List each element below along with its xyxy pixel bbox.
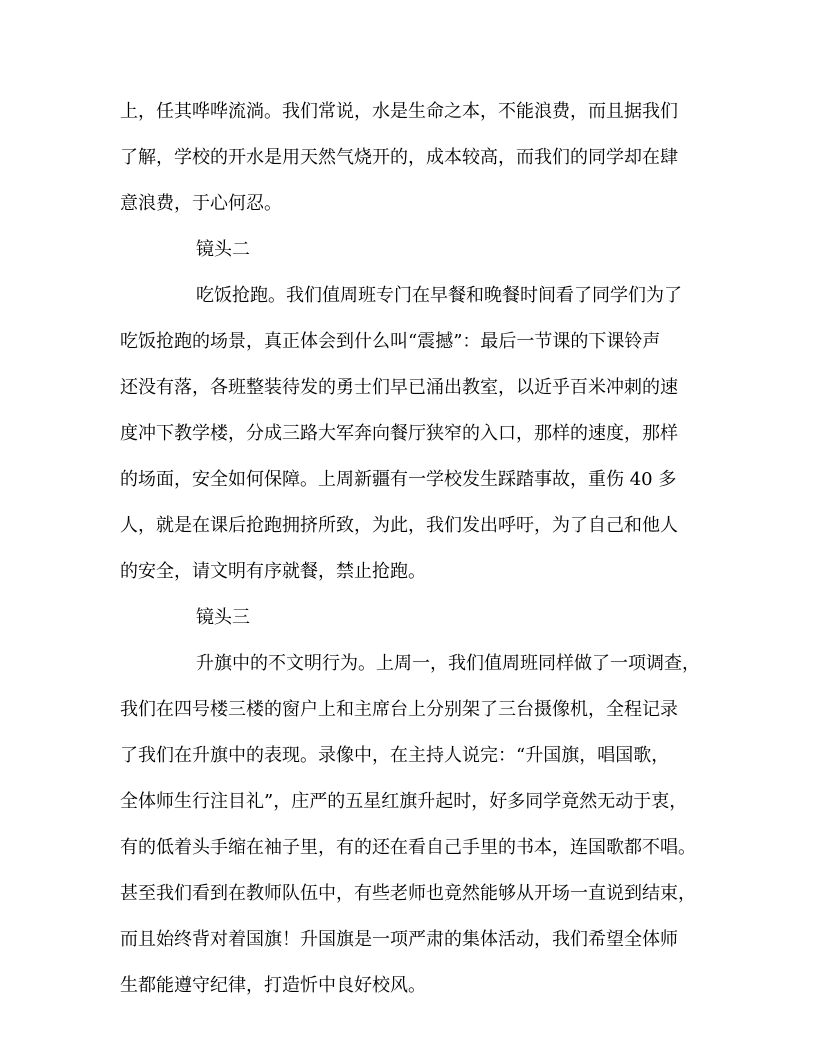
section-heading: 镜头三 bbox=[196, 607, 250, 628]
paragraph-line: 我们在四号楼三楼的窗户上和主席台上分别架了三台摄像机，全程记录 bbox=[120, 699, 678, 720]
paragraph-line: 人，就是在课后抢跑拥挤所致，为此，我们发出呼吁，为了自己和他人 bbox=[120, 515, 678, 536]
paragraph-line: 的场面，安全如何保障。上周新疆有一学校发生踩踏事故，重伤 40 多 bbox=[120, 469, 677, 490]
paragraph-line: 还没有落，各班整装待发的勇士们早已涌出教室，以近乎百米冲刺的速 bbox=[120, 377, 678, 398]
paragraph-line: 而且始终背对着国旗！升国旗是一项严肃的集体活动，我们希望全体师 bbox=[120, 929, 678, 950]
paragraph-line: 生都能遵守纪律，打造忻中良好校风。 bbox=[120, 975, 426, 996]
paragraph-line: 升旗中的不文明行为。上周一，我们值周班同样做了一项调查， bbox=[196, 653, 700, 674]
paragraph-line: 全体师生行注目礼”，庄严的五星红旗升起时，好多同学竟然无动于衷， bbox=[120, 791, 688, 812]
paragraph-line: 吃饭抢跑。我们值周班专门在早餐和晚餐时间看了同学们为了 bbox=[196, 285, 682, 306]
paragraph-line: 度冲下教学楼，分成三路大军奔向餐厅狭窄的入口，那样的速度，那样 bbox=[120, 423, 678, 444]
section-heading: 镜头二 bbox=[196, 239, 250, 260]
paragraph-line: 了解，学校的开水是用天然气烧开的，成本较高，而我们的同学却在肆 bbox=[120, 147, 678, 168]
paragraph-line: 甚至我们看到在教师队伍中，有些老师也竟然能够从开场一直说到结束， bbox=[120, 883, 696, 904]
paragraph-line: 有的低着头手缩在袖子里，有的还在看自己手里的书本，连国歌都不唱。 bbox=[120, 837, 696, 858]
paragraph-line: 了我们在升旗中的表现。录像中，在主持人说完：“升国旗，唱国歌， bbox=[120, 745, 670, 766]
paragraph-line: 意浪费，于心何忍。 bbox=[120, 193, 282, 214]
paragraph-line: 吃饭抢跑的场景，真正体会到什么叫“震撼”：最后一节课的下课铃声 bbox=[120, 331, 661, 352]
paragraph-line: 的安全，请文明有序就餐，禁止抢跑。 bbox=[120, 561, 426, 582]
paragraph-line: 上，任其哗哗流淌。我们常说，水是生命之本，不能浪费，而且据我们 bbox=[120, 101, 678, 122]
